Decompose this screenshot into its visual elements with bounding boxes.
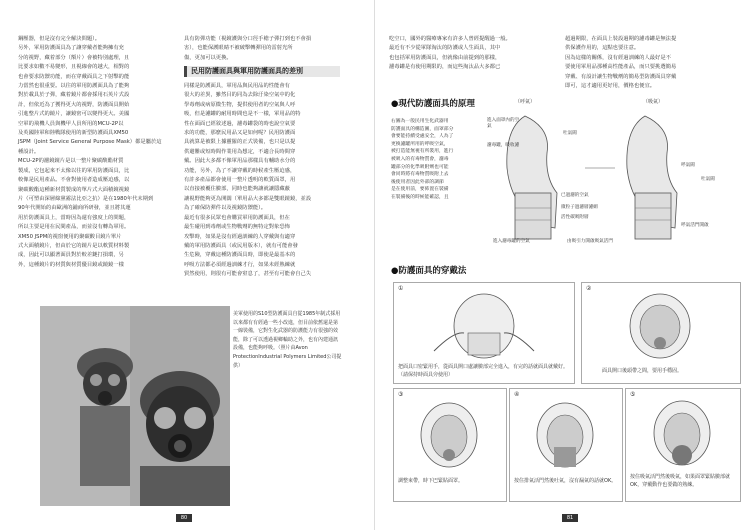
principle-line: 在裝備後的時候能確認，且 <box>391 194 449 200</box>
left-col1-line: 空軍的飛機人員與機甲人員所用的MCU-2P以 <box>18 120 124 127</box>
left-col2-line: 生危險，穿戴這種防護面具時，即使是最基本的 <box>184 252 296 259</box>
left-col1-line: 分的視野，藏着部分（額片）會被特別處理，且 <box>18 54 130 61</box>
left-col2-line: 很大的差異，雖然目的同為去除汙染空氣中的化 <box>184 92 296 99</box>
left-col1-line: 外，這種鏡片的材質與材質優目鏡或鏡鏡一樣 <box>18 261 124 268</box>
step-1-text: 把面具口密緊用手，從面具開口處讓臉部完全進入，有完的話就面具就戴好。（請保持時面具旁使用） <box>398 364 569 378</box>
left-col1-line: 鋼壓器，但是沒有完全解決問題）。 <box>18 36 101 42</box>
step-5-panel <box>625 388 741 502</box>
label-inlet: 進入濾毒罐的空氣 <box>493 239 530 244</box>
step-1-number: ① <box>398 285 404 292</box>
caption-line: 防護能力有很強的效能，除了可以透過視 <box>233 328 339 343</box>
left-col1-line: 比要求如數不易變形，且視線會的越大，相對的 <box>18 64 130 71</box>
left-col2-line: 最近有很多民眾也會購買軍用防護面具，但在 <box>184 214 290 221</box>
left-col1-line: 及英國陸軍和陸戰隊使用的新型防護面具XM50 <box>18 130 129 137</box>
principle-line: 會同時將有毒物質吸附上去 <box>391 172 449 178</box>
step-1-panel <box>393 282 575 384</box>
step-2-illustration <box>582 291 738 361</box>
left-col1-line: MCU-2P的濾鏡鏡片是以一整片聚碳酸酯材質 <box>18 158 124 165</box>
principle-line: 更換濾罐所用的呼吸空氣， <box>391 141 449 147</box>
left-col1-line: 式大面積鏡片，但由於它的鏡片是以軟質材料製 <box>18 242 130 249</box>
left-col2-line: 戴。因此大多都不像軍用品那樣具有輔助水分的 <box>184 158 296 165</box>
left-col2-line: 學毒劑或病原微生物，提供使用者的空氣與人呼 <box>184 101 296 108</box>
label-filter: 濾毒罐，吸收濾 <box>487 143 520 148</box>
left-col1-line: 對於載具於子彈，藏着鏡片都會採用石英片式設 <box>18 92 130 99</box>
principle-line: 會要能持續受處安全，人為了 <box>391 134 454 140</box>
left-col2-line: 以直接被覆住臉部，同時也能夠讓就讓隱藏蔽 <box>184 186 290 193</box>
principle-line: 後使用者因此外部的調節 <box>391 179 444 185</box>
left-col1-line: JSPM（Joint Service General Purpose Mask）都是屬於這 <box>18 139 162 146</box>
right-col2-line: 超過期限，在面具上裝設過期的濾毒罐是無法提 <box>565 36 677 42</box>
left-col2-line: 供避難或短時間作業用為想定，不適合長時間穿 <box>184 148 296 155</box>
principle-line: 被吸入的有毒物質會，濾毒 <box>391 156 449 162</box>
label-exhaust: 呼氣活門開啟 <box>681 223 709 228</box>
left-col1-line: 所以主要是用在民間產品，而並沒有轉為軍用。 <box>18 224 130 231</box>
label-particles: 微粒子過濾層濾網 <box>561 205 598 210</box>
step-4-text: 按住排氣活門然後吐氣，沒有漏氣的話就OK。 <box>514 478 617 484</box>
principle-title: ●現代防護面具的原理 <box>391 99 475 109</box>
page-number-left: 80 <box>176 514 192 522</box>
principle-line: 是在使用前，要佈置在裝備 <box>391 187 449 193</box>
step-3-illustration <box>394 397 504 475</box>
soldier-gas-mask-photo <box>40 306 230 506</box>
section-heading: 民用防護面具與軍用防護面具的差別 <box>184 66 340 77</box>
left-col1-line: 片（可塑由深層綠黨霧法比亞之抗）是在1980年代末期到 <box>18 195 154 202</box>
left-col2-line: 具就算是被限上據靈羅的正式裝備，也只是以提 <box>184 139 296 146</box>
principle-text <box>391 118 483 202</box>
left-col2-line: 為了確保防彈件以及視鏡防禦能）。 <box>184 205 267 212</box>
left-col2-line: 有許多產品都會使用一整片透明的軟質面罩，用 <box>184 177 296 184</box>
left-col1-line: 引進整片式的鏡片，讓鏡密可以變得更大。美國 <box>18 111 130 118</box>
right-col2-line: 因為這樣的關係，沒有經過訓練的人最好是不 <box>565 54 671 61</box>
right-col1-line: 最近有不少從軍隊淘汰的防護或人生面具，其中 <box>389 45 501 52</box>
right-col1-line: 吃空口，國外的醫療專家有許多人曾經提醒過一般。 <box>389 36 511 42</box>
left-col2-line: 功能，另外，為了不讓穿戴的時候產生壓迫感， <box>184 167 296 174</box>
photo-caption <box>233 310 343 370</box>
step-2-panel <box>581 282 741 384</box>
left-col1-line: 用於防護面具上，當時因為還有強度上的問題， <box>18 214 130 221</box>
left-col1-line: 成，因此可以顯著面員對於較差鏈打損環，另 <box>18 252 124 259</box>
caption-line: 目前依舊還是第一線裝備，它對生化武器的 <box>233 319 339 335</box>
left-col2-line: 求的功能，那麼民用品又是如何呢？民用防護面 <box>184 130 296 137</box>
left-col2-line: 攻擊時，如果是沒有經過訓練的人穿戴與有適穿 <box>184 233 296 240</box>
left-col2-line: 戴的軍用防護面具（或民用版本），就有可能會發 <box>184 242 298 249</box>
left-col1-line: 另外，軍用防護面具為了讓穿戴者能夠擁有充 <box>18 45 124 52</box>
step-5-illustration <box>626 397 738 471</box>
page-number-right: 81 <box>562 514 578 522</box>
principle-line: 被打造能無視有所裝用，進行 <box>391 149 454 155</box>
caption-line: Industrial Polymers Limited公司提供） <box>233 353 342 369</box>
left-col2-line: 呼吸方法都必須經過訓練才行，如果未經熟練就 <box>184 261 296 268</box>
left-col1-line: 力當然也很重要。以往的軍用防護面具為了能夠 <box>18 83 130 90</box>
caption-line: 呼吸。（照片由Avon Protection <box>233 345 308 360</box>
principle-line: 右圖為一般民用生化武器用 <box>391 119 449 124</box>
right-col1-line: 濾毒罐是有使用期限的，而這些淘汰品大多都已 <box>389 64 501 71</box>
left-col2-line: 吸，但是濾罐的耐用時間也是不一樣，軍用品的特 <box>184 111 301 118</box>
right-col2-line: 即可，這才適用更好用，價格也便宜。 <box>565 83 656 90</box>
step-2-text: 面具開口後頭帶之間，要用手穩固。 <box>602 368 683 374</box>
left-col1-line: 也會要求防禦功能，而在穿戴面具之下射擊的能 <box>18 73 130 80</box>
left-column-2-body <box>184 82 340 280</box>
left-col1-line: 種設計。 <box>18 148 40 155</box>
step-5-text: 按住吸氣活門然後吸氣，如果面罩緊貼臉部就OK，穿戴動作也要做的熟練。 <box>630 474 731 488</box>
left-col1-line: 計，但依近為了獲得更大的視野，防護面具開始 <box>18 101 130 108</box>
right-column-1 <box>389 35 559 73</box>
step-3-panel <box>393 388 507 502</box>
left-column-1 <box>18 35 178 270</box>
left-col1-line: 較像是民用產品。不會對使用者造成壓迫感，以 <box>18 177 130 184</box>
step-5-number: ⑤ <box>630 391 636 398</box>
label-exhale-valve: 吐氣閥 <box>701 177 715 182</box>
inhale-tag: （吸氣） <box>643 99 664 105</box>
left-col2-intro-line: 具有防彈功能（視鏡護與分口徑手槍子彈打到也不會損 <box>184 36 312 42</box>
step-4-illustration <box>510 397 620 475</box>
label-valve-top: 吐氣閥 <box>563 131 577 136</box>
step-1-illustration <box>394 291 572 361</box>
left-col1-line: XM50 JSPM的視窗便用的聚碳酸目鏡片單片 <box>18 233 122 240</box>
step-4-panel <box>509 388 623 502</box>
left-col2-intro-line: 傷，更加可以更換。 <box>184 54 232 61</box>
left-col1-line: 製成，它包起來不太像以往的軍用防護面具，比 <box>18 167 130 174</box>
label-valve-bottom: 呼氣閥 <box>681 163 695 168</box>
right-col2-line: 供保護作用的，這點也要注意。 <box>565 45 640 52</box>
left-column-2-intro <box>184 35 340 63</box>
right-page <box>375 0 749 530</box>
right-column-2 <box>565 35 735 91</box>
left-col2-intro-line: 害），也能保護眼睛不被破擊轉彈用的雷射光所 <box>184 45 293 52</box>
principle-line: 防護面具的構造圖，面罩部分 <box>391 126 454 132</box>
caption-line: 鄉輪助之外，也有內建通訊設備，也能夠 <box>233 336 339 352</box>
right-col1-line: 也包括軍用防護面具，但就像由前提到的那樣， <box>389 54 501 61</box>
step-3-text: 調整束帶，時下巴緊貼面罩。 <box>398 478 464 484</box>
label-outlet: 由吸引力開啟吸氣活門 <box>567 239 613 244</box>
left-col2-line: 性在面面已經敘述過，濾毒罐袋的時也說空氣要 <box>184 120 296 127</box>
gas-mask-illustration <box>40 306 230 506</box>
left-col2-line: 同樣是防護面具，軍用品與民用品的性能會有 <box>184 83 290 89</box>
step-3-number: ③ <box>398 391 404 398</box>
label-charcoal: 活性碳吸附層 <box>561 215 589 220</box>
label-mask-body: 進入面罩內的空氣 <box>487 118 520 129</box>
principle-line: 罐部分的化學吸附劑也可能 <box>391 164 449 170</box>
left-col2-line: 讓視野能夠更為開闊（單用品大多都是雙眼鏡鏡，並設 <box>184 195 312 202</box>
right-col2-line: 要使用軍用品那種高性能產品，而只要挑選簡易 <box>565 64 677 71</box>
exhale-tag: （呼氣） <box>515 99 536 105</box>
left-col1-line: 聚碳酸酯這種新材質製成的單片式大面積鏡視鏡 <box>18 186 130 193</box>
caption-line: 美軍使用的S10型防護面具自從1985年 <box>233 311 321 317</box>
right-col2-line: 穿戴、有設計讓生物戰劑的簡易型防護面具穿戴 <box>565 73 677 80</box>
wear-title: ●防護面具的穿戴法 <box>391 266 467 276</box>
left-col1-line: 90年代開始的由歐洲的鋪商所研發，並且將其運 <box>18 205 131 212</box>
step-4-number: ④ <box>514 391 520 398</box>
label-air-in: 已過濾的空氣 <box>561 193 589 198</box>
left-col2-line: 貿然使用，則很有可能會窒息了，甚至有可能會自己失 <box>184 271 312 278</box>
left-col2-line: 最生碰用到毒劑或生物戰劑的無特定對象恐怖 <box>184 224 290 231</box>
step-2-number: ② <box>586 285 592 292</box>
caption-line: 制式採用以來都有有經過一些小改進，但 <box>233 311 341 326</box>
